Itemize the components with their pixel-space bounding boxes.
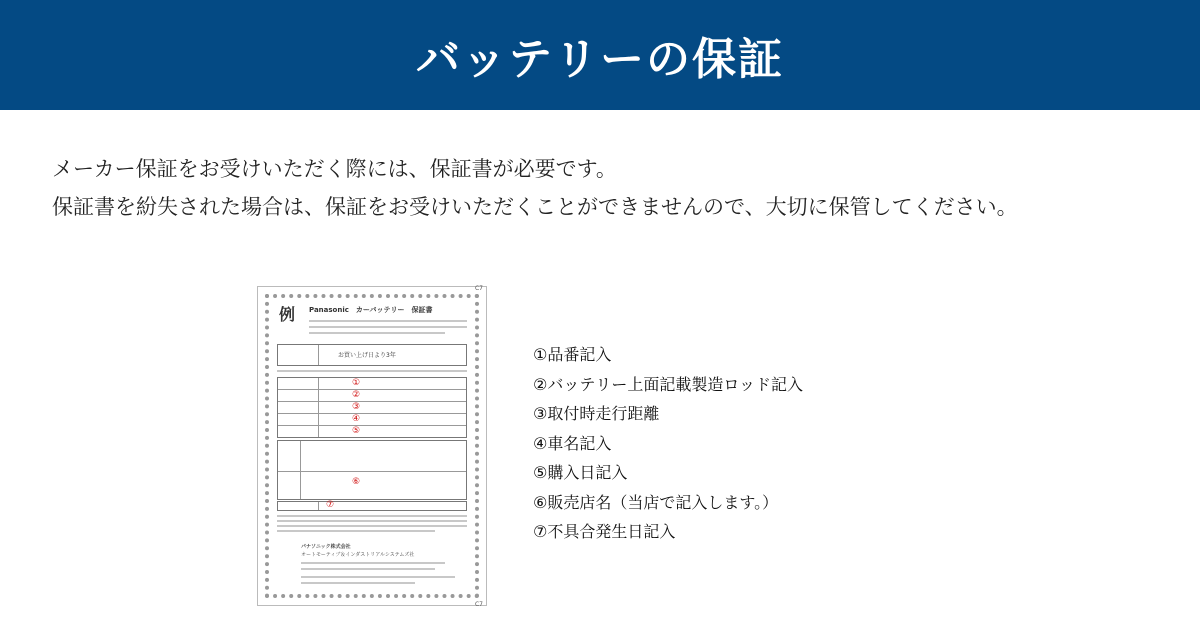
legend-item: ⑤購入日記入 <box>533 463 628 482</box>
fine-print <box>277 520 467 522</box>
page-title: バッテリーの保証 <box>416 34 784 85</box>
fine-print <box>301 562 445 564</box>
legend-item: ④車名記入 <box>533 433 612 453</box>
legend-item: ③取付時走行距離 <box>533 404 660 423</box>
marker-3: ③ <box>352 402 361 412</box>
card-code-bottom: C7 <box>474 601 483 608</box>
legend-item: ②バッテリー上面記載製造ロッド記入 <box>533 374 804 394</box>
legend-item: ①品番記入 <box>533 345 612 364</box>
fine-print <box>309 326 467 328</box>
fine-print <box>309 332 445 334</box>
marker-6: ⑥ <box>352 477 361 487</box>
marker-4: ④ <box>352 414 361 424</box>
fine-print <box>301 582 415 584</box>
intro-line-1: メーカー保証をお受けいただく際には、保証書が必要です。 <box>52 157 617 181</box>
fine-print <box>277 515 467 517</box>
warranty-card-image <box>257 286 487 606</box>
card-code-top: C7 <box>474 285 483 292</box>
fine-print <box>277 370 467 372</box>
card-title: Panasonic カーバッテリー 保証書 <box>309 306 433 314</box>
card-dotted-frame <box>265 294 479 598</box>
fine-print <box>301 576 455 578</box>
marker-1: ① <box>352 378 361 388</box>
company-division: オートモーティブ＆インダストリアルシステムズ社 <box>301 552 415 558</box>
intro-line-2: 保証書を紛失された場合は、保証をお受けいただくことができませんので、大切に保管してください。 <box>52 195 1018 219</box>
product-info-table <box>277 377 467 438</box>
fine-print <box>301 568 435 570</box>
fine-print <box>309 320 467 322</box>
warranty-period: お買い上げ日より3年 <box>338 352 396 359</box>
failure-date-row <box>277 501 467 511</box>
warranty-period-row <box>277 344 467 366</box>
fine-print <box>277 530 435 532</box>
marker-7: ⑦ <box>326 500 335 510</box>
company-name: パナソニック株式会社 <box>301 544 351 550</box>
intro-text <box>52 150 1018 226</box>
dealer-info-table <box>277 440 467 500</box>
legend-item: ⑦不具合発生日記入 <box>533 522 676 541</box>
example-mark: 例 <box>279 305 296 324</box>
marker-5: ⑤ <box>352 426 361 436</box>
marker-2: ② <box>352 390 361 400</box>
page-header <box>0 0 1200 110</box>
fine-print <box>277 525 467 527</box>
field-legend-list <box>533 340 803 547</box>
legend-item: ⑥販売店名（当店で記入します。） <box>533 492 779 512</box>
